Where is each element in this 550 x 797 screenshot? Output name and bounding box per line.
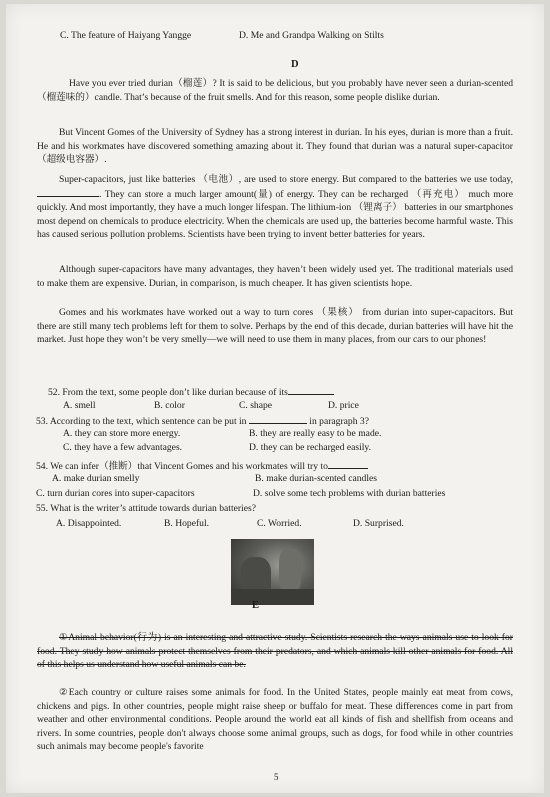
q53-option-c: C. they have a few advantages. [63,442,183,453]
q53-option-b: B. they are really easy to be made. [249,428,382,439]
section-e-paragraph-2: ②Each country or culture raises some animals for food. In the United States, people mainly eat meat from cows, chickens and pigs. In other countries, people might raise sheep or buffalo for meat. These differences come in part from weather and other environmental conditions. People around the world eat all kinds of fish and shellfish from oceans and rivers. In some countries, people don't always choose some animal groups, such as dogs, for food while in other countries such animals may become people's favorite [37,687,513,753]
paragraph-3-part-1: Super-capacitors, just like batteries （电池）, are used to store energy. But compared to the batteries we use today, [59,174,513,185]
section-d-paragraph-5: Gomes and his workmates have worked out a way to turn cores （果核） from durian into super-capacitors. But there are still many tech problems left for them to solve. Perhaps by the end of this decade, durian batteries will have hit the market. Just hope they won’t be very smelly—we will need to use them in many places, from our cars to our phones! [37,307,513,346]
section-d-paragraph-4: Although super-capacitors have many advantages, they haven’t been widely used yet. The traditional materials used to make them are expensive. Durian, in comparison, is much cheaper. It has given scientists hope. [37,264,513,289]
q52-option-a: A. smell [63,400,96,411]
q55-option-b: B. Hopeful. [164,518,210,529]
q54-option-b: B. make durian-scented candles [255,473,378,484]
q54-option-c: C. turn durian cores into super-capacitors [36,488,195,499]
q53-blank [249,414,307,424]
page-number: 5 [274,772,279,782]
section-d-paragraph-3 [37,173,513,242]
section-d-label: D [291,59,299,70]
q55-option-d: D. Surprised. [353,518,404,529]
exam-page [6,4,544,793]
q52-option-c: C. shape [239,400,273,411]
question-53-stem: 53. According to the text, which sentence can be put in in paragraph 3? [36,416,369,427]
section-e-label: E [252,600,260,611]
paragraph-3-part-2: . They can store a much larger amount(量) of energy. They can be recharged （再充电） much more quickly. And most importantly, they have a much longer lifespan. The lithium-ion （锂离子） batteries in our smartphones most depend on chemicals to produce electricity. When the chemicals are used up, the batteries become harmful waste. This has caused serious pollution problems. Scientists have been trying to invent better batteries for years. [37,188,513,241]
section-e-paragraph-1: ①Animal behavior(行为) is an interesting and attractive study. Scientists research the ways animals use to look for food. They study how animals protect themselves from their predators, and which animals kill other animals for food. All of this helps us understand how useful animals can be. [37,632,513,671]
q52-blank [288,385,334,395]
q55-option-a: A. Disappointed. [56,518,122,529]
prev-option-d: D. Me and Grandpa Walking on Stilts [239,30,384,41]
answer-blank [37,187,99,197]
section-e-photo [231,539,314,605]
q55-option-c: C. Worried. [257,518,302,529]
question-55-stem: 55. What is the writer’s attitude towards durian batteries? [36,503,256,514]
q52-option-b: B. color [154,400,185,411]
prev-option-c: C. The feature of Haiyang Yangge [60,30,192,41]
q53-option-a: A. they can store more energy. [63,428,181,439]
q53-option-d: D. they can be recharged easily. [249,442,371,453]
section-d-paragraph-1: Have you ever tried durian（榴莲）? It is said to be delicious, but you probably have never seen a durian-scented（榴莲味的）candle. That’s because of the fruit smells. And for this reason, some people dislike durian. [37,78,513,103]
q54-blank [328,459,368,469]
section-d-paragraph-2: But Vincent Gomes of the University of Sydney has a strong interest in durian. In his eyes, durian is more than a fruit. He and his workmates have discovered something amazing about it. They found that durian was a natural super-capacitor （超级电容器）. [37,127,513,166]
q52-option-d: D. price [328,400,359,411]
question-52-stem: 52. From the text, some people don’t like durian because of its [48,385,334,399]
q54-option-a: A. make durian smelly [52,473,140,484]
q54-option-d: D. solve some tech problems with durian batteries [253,488,446,499]
question-54-stem: 54. We can infer（推断）that Vincent Gomes and his workmates will try to [36,459,368,473]
